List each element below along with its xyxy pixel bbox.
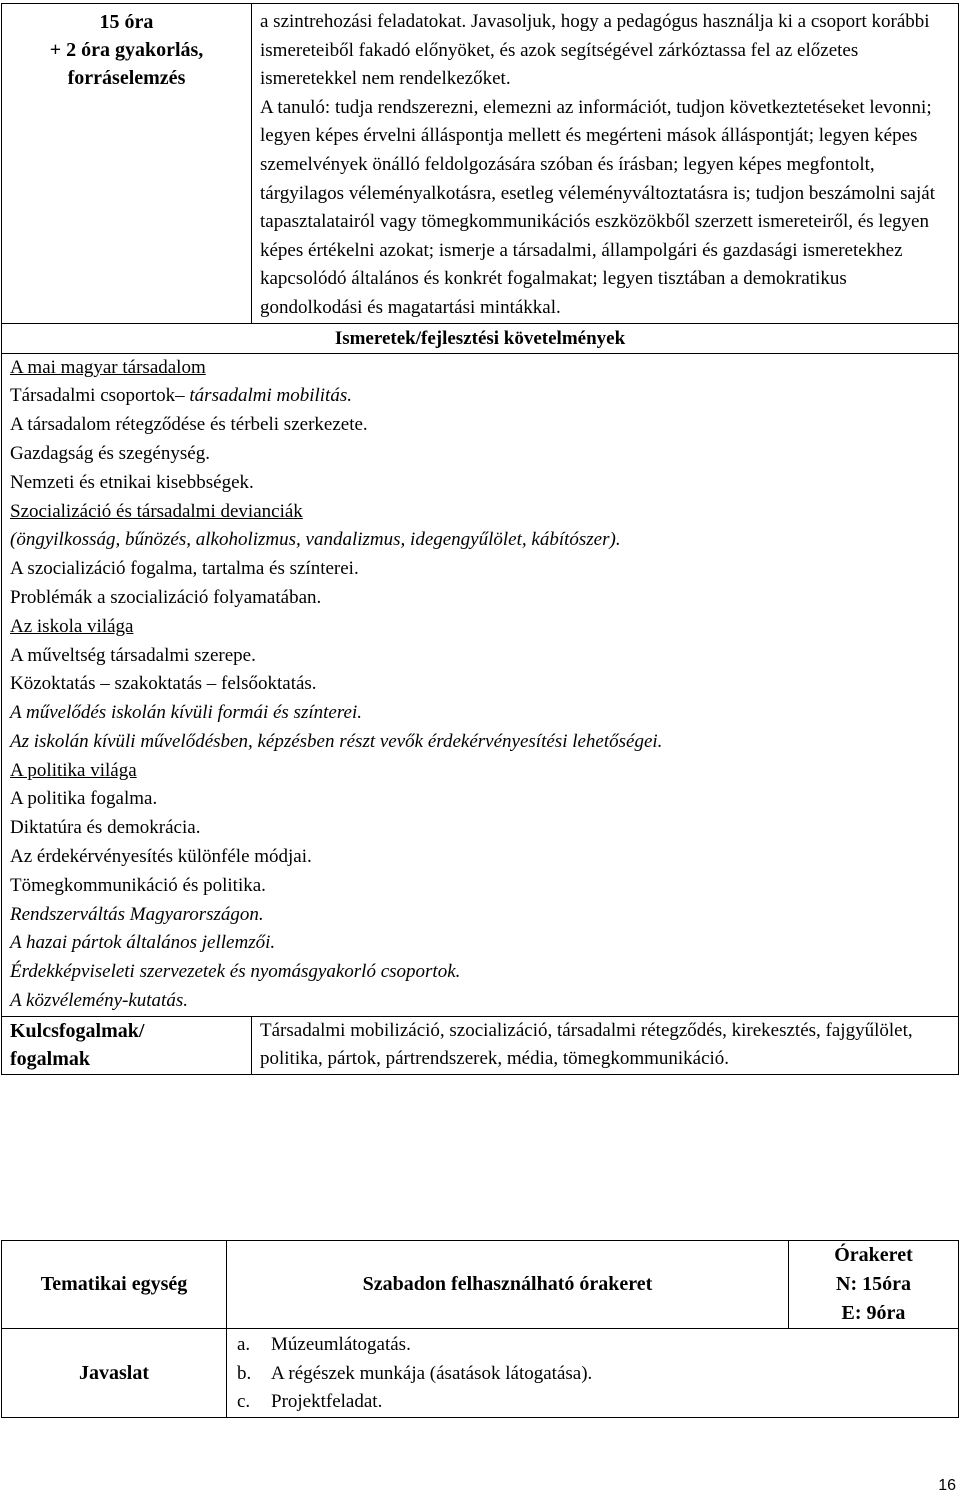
suggestion-marker: a. [237, 1334, 251, 1355]
content-line: Az érdekérvényesítés különféle módjai. [10, 846, 312, 868]
suggestion-text: A régészek munkája (ásatások látogatása). [271, 1362, 593, 1384]
suggestion-item [237, 1360, 958, 1389]
content-line-italic: társadalmi mobilitás. [189, 385, 352, 407]
content-line: A művelődés iskolán kívüli formái és színterei. [10, 702, 362, 724]
page-number: 16 [938, 1477, 956, 1494]
content-line: Közoktatás – szakoktatás – felsőoktatás. [10, 673, 317, 695]
content-line: Gazdagság és szegénység. [10, 442, 210, 464]
content-line: Rendszerváltás Magyarországon. [10, 903, 264, 925]
key-concepts-label-line-2: fogalmak [10, 1048, 90, 1071]
hours-frame [789, 1241, 959, 1329]
hours-frame-title: Órakeret [834, 1244, 913, 1266]
content-line: A szocializáció fogalma, tartalma és színterei. [10, 558, 359, 580]
suggestion-text: Múzeumlátogatás. [271, 1334, 411, 1355]
thematic-unit-table [1, 1240, 959, 1418]
suggestion-item [237, 1331, 958, 1360]
content-line: Érdekképviseleti szervezetek és nyomásgyakorló csoportok. [10, 961, 461, 983]
content-line [10, 382, 952, 411]
content-line: Problémák a szocializáció folyamatában. [10, 586, 322, 608]
content-line: Diktatúra és demokrácia. [10, 817, 201, 839]
content-line: A közvélemény-kutatás. [10, 990, 188, 1012]
curriculum-table [1, 3, 959, 1075]
suggestion-marker: b. [237, 1362, 252, 1384]
content-line: (öngyilkosság, bűnözés, alkoholizmus, vandalizmus, idegengyűlölet, kábítószer). [10, 529, 621, 551]
thematic-unit-label: Tematikai egység [2, 1241, 227, 1329]
goals-cell [252, 4, 959, 324]
hours-line-2: + 2 óra gyakorlás, [49, 39, 204, 61]
key-concepts-label-line-1: Kulcsfogalmak/ [10, 1019, 145, 1042]
goals-paragraph-2: A tanuló: tudja rendszerezni, elemezni az információt, tudjon következtetéseket levonni; legyen képes érvelni álláspontja mellett és megérteni mások álláspontját; legyen képes szemelvények önálló feldolgozására szóban és írásban; legyen képes megfontolt, tárgyilagos véleményalkotásra, esetleg véleményváltoztatásra is; tudjon beszámolni saját tapasztalatairól vagy tömegkommunikációs eszközökből szerzett ismereteiről, és legyen képes értékelni azokat; ismerje a társadalmi, állampolgári és gazdasági ismeretekhez kapcsolódó általános és konkrét fogalmakat; legyen tisztában a demokratikus gondolkodási és magatartási mintákkal. [260, 96, 935, 318]
suggestion-marker: c. [237, 1391, 251, 1413]
content-cell [2, 353, 959, 1016]
content-line: A politika világa [10, 759, 137, 781]
content-line: A társadalom rétegződése és térbeli szerkezete. [10, 414, 368, 436]
suggestion-label: Javaslat [2, 1329, 227, 1418]
content-line: A mai magyar társadalom [10, 356, 206, 378]
hours-cell [2, 4, 252, 324]
key-concepts-label [2, 1016, 252, 1074]
hours-line-3: forráselemzés [67, 67, 186, 89]
content-line: Nemzeti és etnikai kisebbségek. [10, 471, 254, 493]
content-line: Az iskola világa [10, 615, 134, 637]
content-list [10, 354, 952, 1016]
key-concepts-text: Társadalmi mobilizáció, szocializáció, társadalmi rétegződés, kirekesztés, fajgyűlölet, politika, pártok, pártrendszerek, média, tömegkommunikáció. [252, 1016, 959, 1074]
content-line-text: Társadalmi csoportok– [10, 385, 190, 407]
content-line: A politika fogalma. [10, 788, 158, 810]
suggestion-list [227, 1329, 959, 1418]
suggestion-text: Projektfeladat. [271, 1391, 383, 1413]
content-line: A hazai pártok általános jellemzői. [10, 932, 276, 954]
requirements-title: Ismeretek/fejlesztési követelmények [2, 323, 959, 353]
content-line: Szocializáció és társadalmi devianciák [10, 500, 303, 522]
content-line: A műveltség társadalmi szerepe. [10, 644, 256, 666]
goals-paragraph-1: a szintrehozási feladatokat. Javasoljuk, hogy a pedagógus használja ki a csoport korábbi ismereteiből fakadó előnyöket, és azok segítségével zárkóztassa fel az előzetes ismeretekkel nem rendelkezőket. [260, 11, 930, 90]
content-line: Az iskolán kívüli művelődésben, képzésben részt vevők érdekérvényesítési lehetőségei. [10, 730, 663, 752]
hours-normal: N: 15óra [836, 1273, 911, 1295]
free-hours-label: Szabadon felhasználható órakeret [227, 1241, 789, 1329]
hours-line-1: 15 óra [99, 11, 154, 33]
suggestion-item [237, 1388, 958, 1417]
hours-advanced: E: 9óra [841, 1302, 906, 1324]
content-line: Tömegkommunikáció és politika. [10, 874, 266, 896]
